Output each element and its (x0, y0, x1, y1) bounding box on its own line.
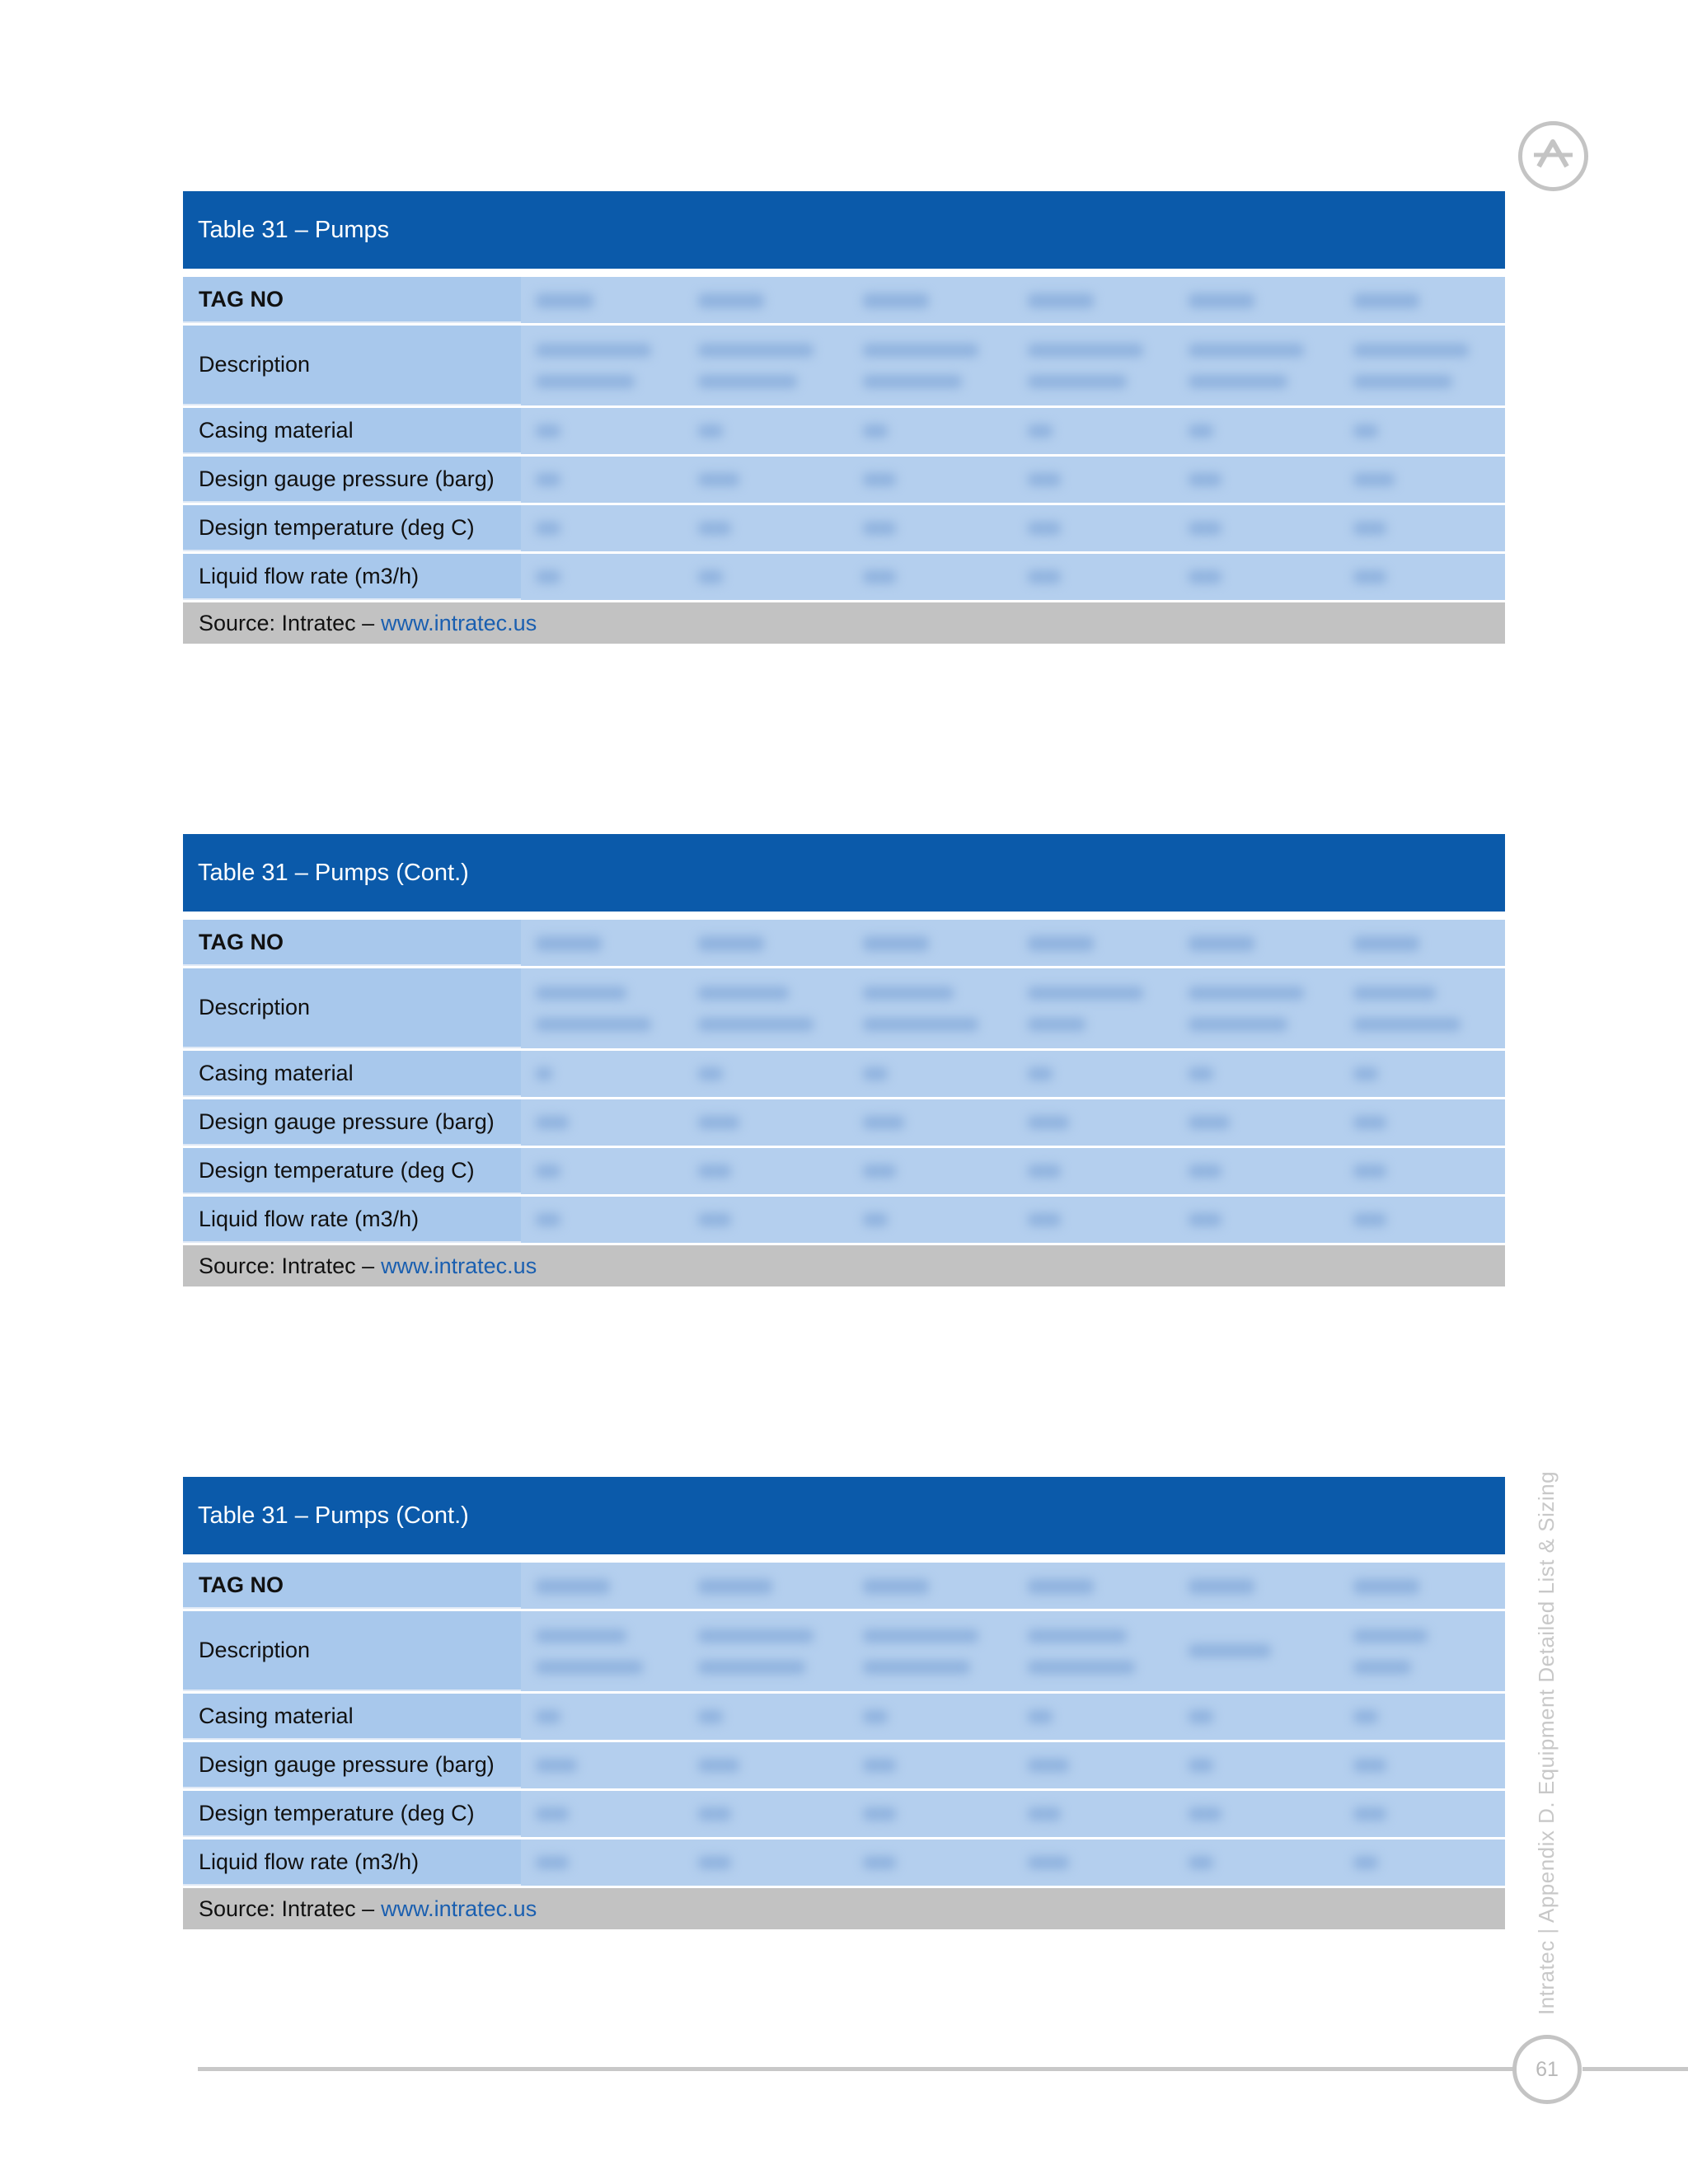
pumps-table-2 (183, 834, 1505, 1286)
blurred-values (521, 457, 1505, 503)
blurred-values (521, 1197, 1505, 1243)
row-label-description: Description (183, 326, 521, 405)
row-label-design-temperature: Design temperature (deg C) (183, 505, 521, 551)
row-label-casing-material: Casing material (183, 408, 521, 454)
blurred-values (521, 968, 1505, 1048)
blurred-values (521, 554, 1505, 600)
row-label-flow-rate: Liquid flow rate (m3/h) (183, 1197, 521, 1243)
row-label-tag-no: TAG NO (183, 277, 521, 323)
row-label-tag-no: TAG NO (183, 920, 521, 966)
source-link[interactable]: www.intratec.us (381, 610, 537, 635)
blurred-values (521, 408, 1505, 454)
page-number: 61 (1512, 2035, 1582, 2104)
source-label: Source: Intratec – (199, 1896, 375, 1921)
blurred-values (521, 1611, 1505, 1691)
source-note (183, 602, 1505, 644)
blurred-values (521, 326, 1505, 405)
row-label-flow-rate: Liquid flow rate (m3/h) (183, 1840, 521, 1886)
blurred-values (521, 1742, 1505, 1788)
blurred-values (521, 1840, 1505, 1886)
blurred-values (521, 1148, 1505, 1194)
row-label-flow-rate: Liquid flow rate (m3/h) (183, 554, 521, 600)
blurred-values (521, 1791, 1505, 1837)
source-link[interactable]: www.intratec.us (381, 1896, 537, 1921)
blurred-values (521, 1099, 1505, 1146)
source-note (183, 1888, 1505, 1929)
blurred-values (521, 277, 1505, 323)
table-title: Table 31 – Pumps (Cont.) (183, 834, 1505, 912)
row-label-casing-material: Casing material (183, 1051, 521, 1097)
intratec-logo-icon (1518, 121, 1588, 191)
row-label-design-temperature: Design temperature (deg C) (183, 1791, 521, 1837)
source-link[interactable]: www.intratec.us (381, 1253, 537, 1278)
blurred-values (521, 920, 1505, 966)
source-label: Source: Intratec – (199, 610, 375, 635)
row-label-description: Description (183, 968, 521, 1048)
row-label-casing-material: Casing material (183, 1694, 521, 1740)
blurred-values (521, 505, 1505, 551)
source-note (183, 1245, 1505, 1286)
row-label-description: Description (183, 1611, 521, 1691)
blurred-values (521, 1051, 1505, 1097)
blurred-values (521, 1563, 1505, 1609)
source-label: Source: Intratec – (199, 1253, 375, 1278)
row-label-design-temperature: Design temperature (deg C) (183, 1148, 521, 1194)
row-label-design-pressure: Design gauge pressure (barg) (183, 457, 521, 503)
pumps-table-1 (183, 191, 1505, 644)
row-label-design-pressure: Design gauge pressure (barg) (183, 1099, 521, 1146)
table-title: Table 31 – Pumps (Cont.) (183, 1477, 1505, 1554)
pumps-table-3 (183, 1477, 1505, 1929)
blurred-values (521, 1694, 1505, 1740)
footer-rule (198, 2067, 1515, 2071)
table-title: Table 31 – Pumps (183, 191, 1505, 269)
row-label-design-pressure: Design gauge pressure (barg) (183, 1742, 521, 1788)
row-label-tag-no: TAG NO (183, 1563, 521, 1609)
footer-rule-right (1582, 2067, 1688, 2071)
